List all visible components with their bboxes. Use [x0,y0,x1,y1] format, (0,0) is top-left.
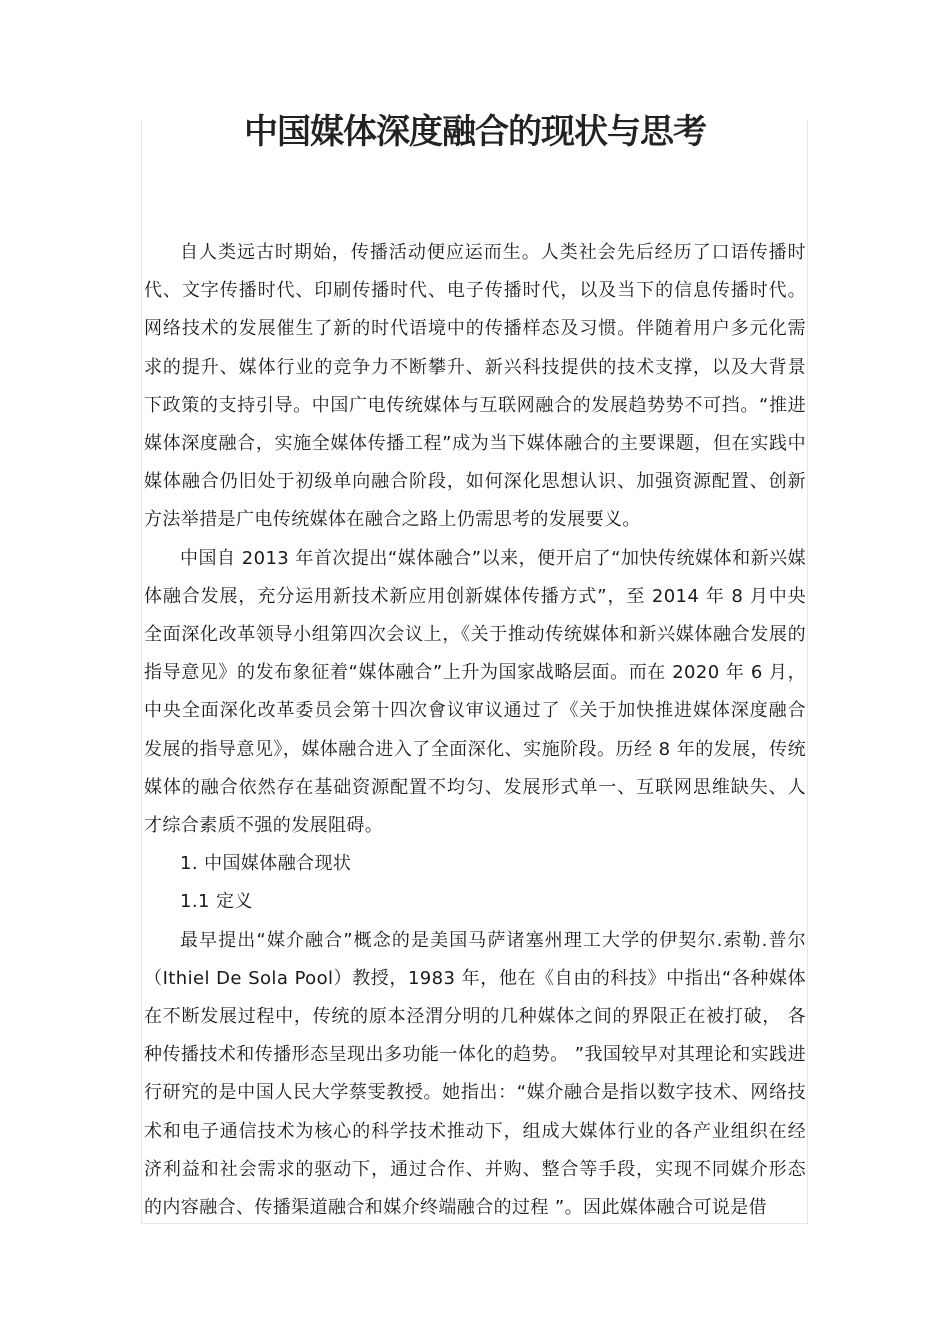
subsection-heading: 1.1 定义 [180,891,253,913]
article-body [144,234,806,1227]
article-title: 中国媒体深度融合的现状与思考 [244,112,706,152]
paragraph-definition: 最早提出“媒介融合”概念的是美国马萨诸塞州理工大学的伊契尔.索勒.普尔（Ithiel De Sola Pool）教授，1983 年，他在《自由的科技》中指出“各种媒体在不断发展过程中，传统的原本泾渭分明的几种媒体之间的界限正在被打破， 各种传播技术和传播形态呈现出多功能一体化的趋势。 ”我国较早对其理论和实践进行研究的是中国人民大学蔡雯教授。她指出：“媒介融合是指以数字技术、网络技术和电子通信技术为核心的科学技术推动下，组成大媒体行业的各产业组织在经济利益和社会需求的驱动下，通过合作、并购、整合等手段，实现不同媒介形态的内容融合、传播渠道融合和媒介终端融合的过程 ”。因此媒体融合可说是借 [144,929,806,1219]
paragraph-intro: 自人类远古时期始，传播活动便应运而生。人类社会先后经历了口语传播时代、文字传播时代、印刷传播时代、电子传播时代，以及当下的信息传播时代。网络技术的发展催生了新的时代语境中的传播样态及习惯。伴随着用户多元化需求的提升、媒体行业的竞争力不断攀升、新兴科技提供的技术支撑，以及大背景下政策的支持引导。中国广电传统媒体与互联网融合的发展趋势势不可挡。“推进媒体深度融合，实施全媒体传播工程”成为当下媒体融合的主要课题，但在实践中媒体融合仍旧处于初级单向融合阶段，如何深化思想认识、加强资源配置、创新方法举措是广电传统媒体在融合之路上仍需思考的发展要义。 [144,242,806,531]
paragraph-history: 中国自 2013 年首次提出“媒体融合”以来，便开启了“加快传统媒体和新兴媒体融合发展，充分运用新技术新应用创新媒体传播方式”，至 2014 年 8 月中央全面深化改革领导小组第四次会议上，《关于推动传统媒体和新兴媒体融合发展的指导意见》的发布象征着“媒体融合”上升为国家战略层面。而在 2020 年 6 月，中央全面深化改革委员会第十四次會议审议通过了《关于加快推进媒体深度融合发展的指导意见》，媒体融合进入了全面深化、实施阶段。历经 8 年的发展，传统媒体的融合依然存在基础资源配置不均匀、发展形式单一、互联网思维缺失、人才综合素质不强的发展阻碍。 [144,547,806,837]
section-heading: 1. 中国媒体融合现状 [180,853,352,875]
